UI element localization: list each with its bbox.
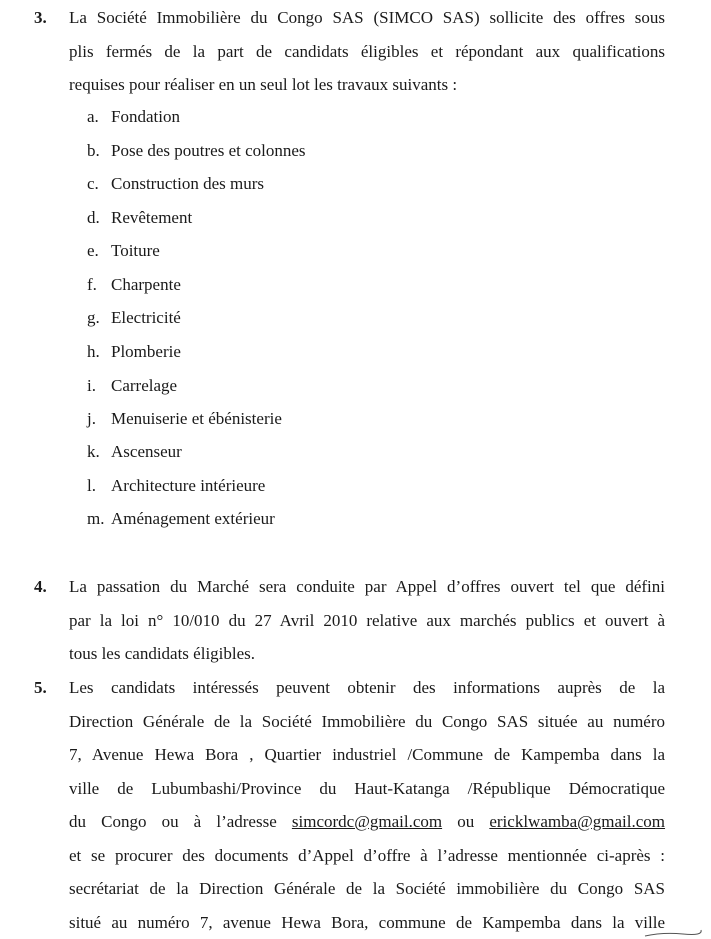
list-marker: d. [87,208,111,228]
section-5-number: 5. [34,678,47,698]
section-5-text [69,671,665,939]
list-item [87,509,275,529]
list-item-text: Fondation [111,107,180,126]
email-line [69,805,665,839]
list-item-text: Electricité [111,308,181,327]
list-item [87,342,181,362]
list-item-text: Plomberie [111,342,181,361]
section-5-line: Direction Générale de la Société Immobilière du Congo SAS située au numéro [69,705,665,739]
list-item-text: Pose des poutres et colonnes [111,141,306,160]
email-line-prefix: du Congo ou à l’adresse [69,812,277,831]
section-5-line: secrétariat de la Direction Générale de la Société immobilière du Congo SAS [69,872,665,906]
section-3-number: 3. [34,8,47,28]
list-marker: g. [87,308,111,328]
section-3-line: La Société Immobilière du Congo SAS (SIMCO SAS) sollicite des offres sous [69,1,665,35]
section-4-number: 4. [34,577,47,597]
section-5-line: et se procurer des documents d’Appel d’offre à l’adresse mentionnée ci-après : [69,839,665,873]
list-item [87,174,264,194]
section-5-line: 7, Avenue Hewa Bora , Quartier industriel /Commune de Kampemba dans la [69,738,665,772]
section-5-line: ville de Lubumbashi/Province du Haut-Katanga /République Démocratique [69,772,665,806]
list-item [87,241,160,261]
list-item [87,376,177,396]
section-4-line: par la loi n° 10/010 du 27 Avril 2010 relative aux marchés publics et ouvert à [69,604,665,638]
list-item-text: Construction des murs [111,174,264,193]
list-item-text: Menuiserie et ébénisterie [111,409,282,428]
email-line-connector: ou [457,812,474,831]
list-item-text: Aménagement extérieur [111,509,275,528]
list-item [87,141,306,161]
list-marker: l. [87,476,111,496]
list-item [87,107,180,127]
section-3-line: plis fermés de la part de candidats éligibles et répondant aux qualifications [69,35,665,69]
list-item [87,476,265,496]
list-marker: b. [87,141,111,161]
list-item-text: Charpente [111,275,181,294]
list-item [87,409,282,429]
list-item [87,308,181,328]
list-marker: h. [87,342,111,362]
section-4-text [69,570,665,671]
list-item [87,208,192,228]
section-4-line: tous les candidats éligibles. [69,637,665,671]
section-3-intro [69,1,665,102]
list-marker: f. [87,275,111,295]
section-3-line: requises pour réaliser en un seul lot les travaux suivants : [69,68,665,102]
section-4-line: La passation du Marché sera conduite par Appel d’offres ouvert tel que défini [69,570,665,604]
section-5-line: Les candidats intéressés peuvent obtenir des informations auprès de la [69,671,665,705]
scan-artifact-mark [643,929,703,937]
list-marker: i. [87,376,111,396]
list-item [87,275,181,295]
list-marker: m. [87,509,111,529]
list-marker: k. [87,442,111,462]
list-item-text: Architecture intérieure [111,476,265,495]
list-marker: j. [87,409,111,429]
list-item-text: Ascenseur [111,442,182,461]
email-link-simco[interactable]: simcordc@gmail.com [292,812,442,831]
list-item-text: Toiture [111,241,160,260]
list-item-text: Carrelage [111,376,177,395]
list-item-text: Revêtement [111,208,192,227]
email-link-erick[interactable]: ericklwamba@gmail.com [489,812,665,831]
list-item [87,442,182,462]
list-marker: a. [87,107,111,127]
section-5-line: situé au numéro 7, avenue Hewa Bora, commune de Kampemba dans la ville [69,906,665,939]
list-marker: e. [87,241,111,261]
list-marker: c. [87,174,111,194]
